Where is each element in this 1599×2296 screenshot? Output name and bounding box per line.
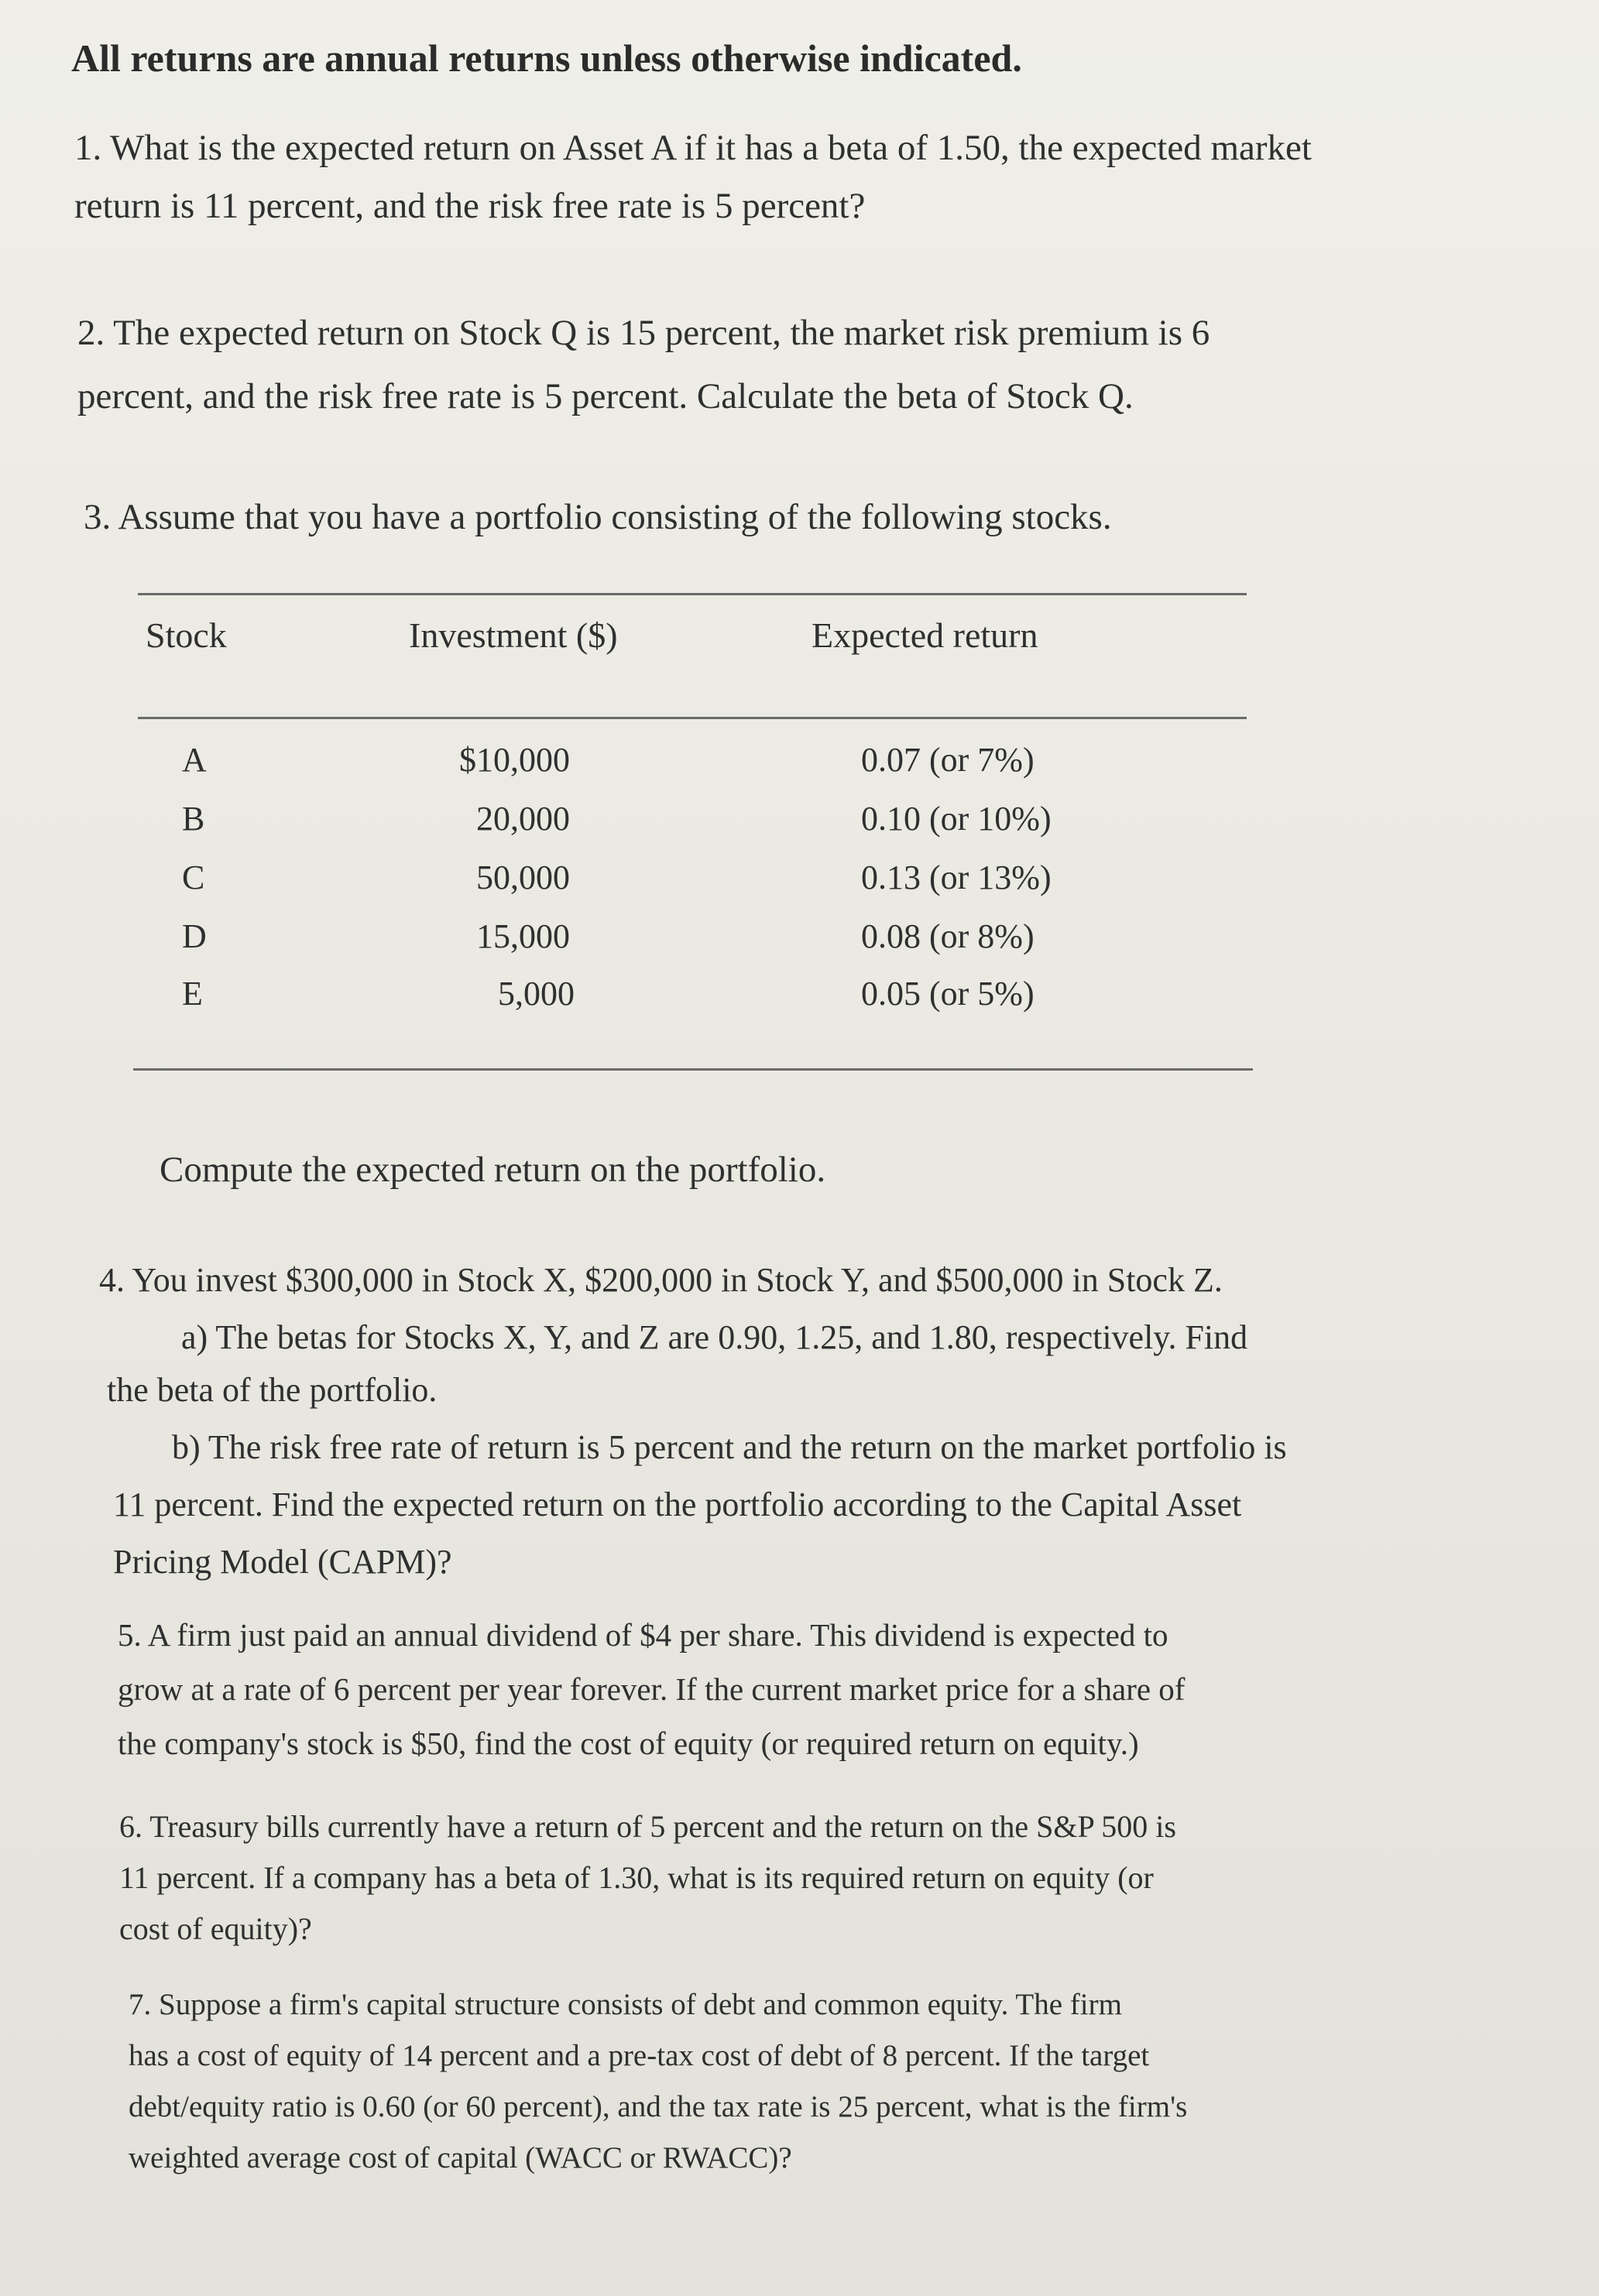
cell-investment: $10,000	[459, 741, 570, 779]
question-6-line-3: cost of equity)?	[119, 1911, 312, 1946]
table-top-rule	[138, 593, 1247, 595]
cell-investment: 20,000	[476, 800, 570, 838]
question-2-line-1: 2. The expected return on Stock Q is 15 percent, the market risk premium is 6	[77, 313, 1210, 353]
question-5-line-2: grow at a rate of 6 percent per year forever. If the current market price for a share of	[118, 1671, 1186, 1707]
question-1-line-1: 1. What is the expected return on Asset A if it has a beta of 1.50, the expected market	[74, 128, 1312, 168]
question-4-line-1: 4. You invest $300,000 in Stock X, $200,000 in Stock Y, and $500,000 in Stock Z.	[99, 1261, 1223, 1299]
cell-investment: 5,000	[498, 975, 575, 1013]
cell-expected-return: 0.07 (or 7%)	[861, 741, 1035, 779]
cell-investment: 15,000	[476, 917, 570, 955]
table-header-investment: Investment ($)	[409, 615, 618, 655]
question-7-line-4: weighted average cost of capital (WACC or RWACC)?	[129, 2141, 792, 2174]
table-header-rule	[138, 717, 1247, 719]
table-bottom-rule	[133, 1068, 1253, 1071]
question-4a-line-1: a) The betas for Stocks X, Y, and Z are 0.90, 1.25, and 1.80, respectively. Find	[181, 1318, 1248, 1356]
question-4b-line-1: b) The risk free rate of return is 5 percent and the return on the market portfolio is	[172, 1428, 1287, 1466]
cell-expected-return: 0.10 (or 10%)	[861, 800, 1052, 838]
cell-stock: A	[182, 741, 207, 779]
table-header-expected-return: Expected return	[812, 615, 1038, 655]
question-5-line-3: the company's stock is $50, find the cost of equity (or required return on equity.)	[118, 1725, 1139, 1761]
question-3-footer: Compute the expected return on the portfolio.	[160, 1150, 826, 1190]
question-6-line-1: 6. Treasury bills currently have a return of 5 percent and the return on the S&P 500 is	[119, 1809, 1176, 1844]
cell-stock: D	[182, 917, 207, 955]
cell-investment: 50,000	[476, 858, 570, 896]
question-7-line-3: debt/equity ratio is 0.60 (or 60 percent), and the tax rate is 25 percent, what is the firm's	[129, 2090, 1188, 2123]
question-7-line-1: 7. Suppose a firm's capital structure consists of debt and common equity. The firm	[129, 1988, 1122, 2021]
question-4a-line-2: the beta of the portfolio.	[107, 1371, 437, 1409]
heading: All returns are annual returns unless otherwise indicated.	[71, 36, 1022, 80]
question-2-line-2: percent, and the risk free rate is 5 percent. Calculate the beta of Stock Q.	[77, 376, 1134, 416]
cell-stock: C	[182, 858, 205, 896]
table-header-stock: Stock	[146, 615, 227, 655]
cell-expected-return: 0.05 (or 5%)	[861, 975, 1035, 1013]
question-1-line-2: return is 11 percent, and the risk free rate is 5 percent?	[74, 186, 866, 226]
question-3-line-1: 3. Assume that you have a portfolio consisting of the following stocks.	[84, 497, 1112, 537]
cell-stock: B	[182, 800, 205, 838]
question-4b-line-2: 11 percent. Find the expected return on the portfolio according to the Capital Asset	[113, 1486, 1242, 1523]
cell-stock: E	[182, 975, 203, 1013]
cell-expected-return: 0.13 (or 13%)	[861, 858, 1052, 896]
cell-expected-return: 0.08 (or 8%)	[861, 917, 1035, 955]
question-4b-line-3: Pricing Model (CAPM)?	[113, 1543, 452, 1581]
question-6-line-2: 11 percent. If a company has a beta of 1.30, what is its required return on equity (or	[119, 1860, 1154, 1895]
question-5-line-1: 5. A firm just paid an annual dividend of $4 per share. This dividend is expected to	[118, 1617, 1168, 1653]
question-7-line-2: has a cost of equity of 14 percent and a pre-tax cost of debt of 8 percent. If the target	[129, 2039, 1150, 2072]
